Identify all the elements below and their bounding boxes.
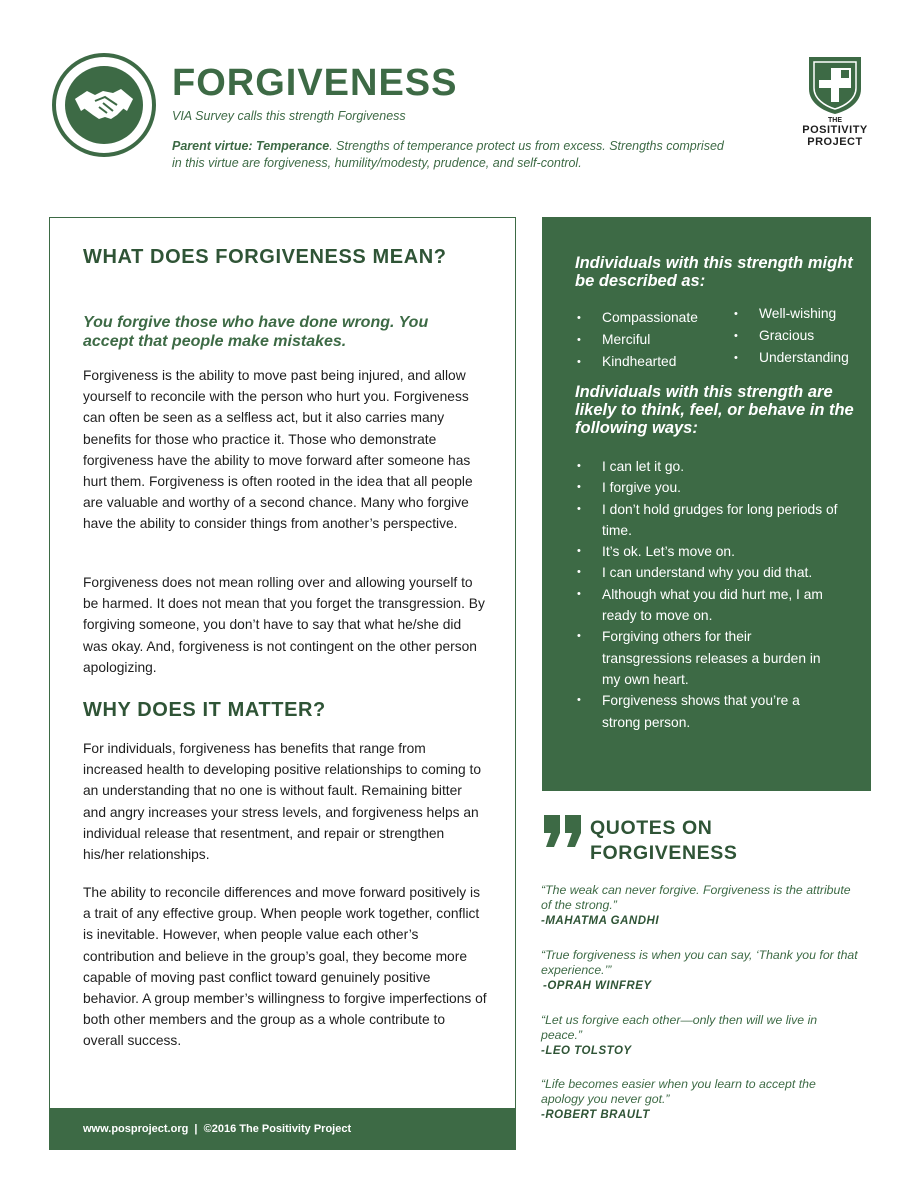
list-item: • I can understand why you did that.: [575, 562, 840, 583]
traits-heading: Individuals with this strength might be described as:: [575, 254, 853, 290]
positivity-project-logo: [800, 55, 870, 148]
quote-text: “True forgiveness is when you can say, ‘Thank you for that experience.’”: [541, 948, 858, 977]
shield-plus-icon: [805, 55, 865, 115]
quote-item: [541, 883, 861, 929]
quotes-heading: QUOTES ON FORGIVENESS: [590, 817, 738, 864]
paragraph-3: For individuals, forgiveness has benefits that range from increased health to developing positive relationships to coming to an understanding that no one is without fault. Remaining bitter and angry increases your stress levels, and forgiveness helps an individual release that resentment, and repair or strengthen his/her relationships.: [83, 741, 482, 863]
list-item: • Compassionate: [575, 307, 698, 329]
list-item: • I don’t hold grudges for long periods of time.: [575, 499, 840, 542]
list-item: • Gracious: [732, 325, 849, 347]
quote-text: “The weak can never forgive. Forgiveness is the attribute of the strong.”: [541, 883, 851, 912]
list-item: • Understanding: [732, 347, 849, 369]
behaviors-list: [575, 456, 840, 733]
quote-item: [541, 1013, 861, 1059]
paragraph-1: Forgiveness is the ability to move past being injured, and allow yourself to reconcile with the person who hurt you. Forgiveness can often be seen as a selfless act, but it also carries many benefits for those who practice it. Those who demonstrate forgiveness have the ability to move forward after someone has hurt them. Forgiveness is often rooted in the idea that all people are valuable and worthy of a second chance. Many who forgive have the ability to consider things from another’s perspective.: [83, 368, 473, 532]
parent-virtue-text: . Strengths of temperance protect us from excess. Strengths comprised in this virtue are forgiveness, humility/modesty, prudence, and self-control.: [172, 139, 724, 170]
list-item: • Although what you did hurt me, I am ready to move on.: [575, 584, 840, 627]
parent-virtue-note: [172, 138, 732, 172]
logo-the: THE: [828, 117, 842, 124]
list-item: • Forgiving others for their transgressions releases a burden in my own heart.: [575, 626, 840, 690]
quote-author: -OPRAH WINFREY: [543, 980, 652, 992]
list-item: • It’s ok. Let’s move on.: [575, 541, 840, 562]
trait-list-left: [575, 307, 698, 373]
quote-author: -MAHATMA GANDHI: [541, 915, 660, 927]
logo-line1: POSITIVITY: [802, 124, 868, 136]
list-item: • I can let it go.: [575, 456, 840, 477]
paragraph-4: The ability to reconcile differences and move forward positively is a trait of any effective group. When people work together, conflict is inevitable. However, when people value each other’s contribution and believe in the group’s goal, they become more capable of moving past conflict toward genuinely positive behavior. A group member’s willingness to forgive imperfections of both other members and the group as a whole contribute to overall success.: [83, 885, 487, 1049]
quote-author: -LEO TOLSTOY: [541, 1045, 632, 1057]
page-title: FORGIVENESS: [172, 62, 458, 104]
list-item: • Merciful: [575, 329, 698, 351]
traits-panel: [542, 217, 871, 791]
list-item: • Kindhearted: [575, 351, 698, 373]
list-item: • Forgiveness shows that you’re a strong person.: [575, 690, 840, 733]
quote-text: “Life becomes easier when you learn to accept the apology you never got.”: [541, 1077, 816, 1106]
behaviors-heading: Individuals with this strength are likely to think, feel, or behave in the following ways:: [575, 383, 854, 437]
quote-text: “Let us forgive each other—only then will we live in peace.”: [541, 1013, 818, 1042]
handshake-icon: [73, 85, 135, 125]
footer-bar: [50, 1108, 515, 1149]
quote-item: [541, 948, 861, 994]
trait-list-right: [732, 303, 849, 369]
section-heading-matter: WHY DOES IT MATTER?: [83, 699, 326, 721]
strength-tagline: You forgive those who have done wrong. You accept that people make mistakes.: [83, 314, 429, 350]
definition-panel: [49, 217, 516, 1150]
quote-author: -ROBERT BRAULT: [541, 1109, 650, 1121]
paragraph-2: Forgiveness does not mean rolling over and allowing yourself to be harmed. It does not mean that you forget the transgression. By forgiving someone, you don’t have to say that what he/she did was okay. And, forgiveness is not contingent on the other person apologizing.: [83, 575, 485, 675]
footer-text: www.posproject.org | ©2016 The Positivity Project: [83, 1122, 352, 1135]
handshake-badge: [52, 53, 156, 157]
via-survey-note: VIA Survey calls this strength Forgiveness: [172, 109, 406, 123]
quote-item: [541, 1077, 861, 1123]
quote-mark-icon: [542, 813, 584, 849]
list-item: • Well-wishing: [732, 303, 849, 325]
logo-line2: PROJECT: [807, 136, 863, 148]
list-item: • I forgive you.: [575, 477, 840, 498]
parent-virtue-label: Parent virtue: Temperance: [172, 139, 330, 153]
section-heading-meaning: WHAT DOES FORGIVENESS MEAN?: [83, 246, 447, 268]
